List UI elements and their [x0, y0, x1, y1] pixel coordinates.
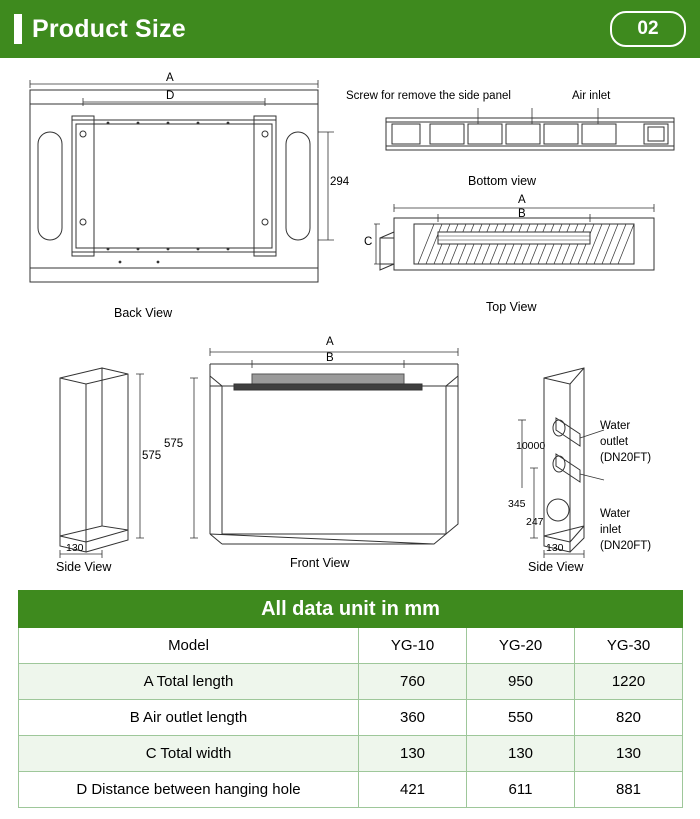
side-view-left-caption: Side View	[56, 560, 112, 574]
cell-b-yg10: 360	[359, 700, 467, 736]
header-yg30: YG-30	[575, 628, 683, 664]
bottom-view-note-air-inlet: Air inlet	[572, 90, 611, 102]
header-yg10: YG-10	[359, 628, 467, 664]
back-view-dim-d: D	[166, 90, 175, 102]
water-outlet-label-line2: outlet	[600, 436, 629, 448]
side-view-right-caption: Side View	[528, 560, 584, 574]
side-view-right-drawing	[508, 358, 652, 574]
cell-a-yg20: 950	[467, 664, 575, 700]
back-view-caption: Back View	[114, 306, 173, 320]
header-left-group	[0, 14, 186, 44]
water-outlet-label-line1: Water	[600, 420, 631, 432]
side-view-left-dim-130: 130	[66, 542, 84, 554]
row-label-d-hanging-hole: D Distance between hanging hole	[19, 772, 359, 808]
table-row	[19, 772, 683, 808]
back-view-dim-294: 294	[330, 176, 350, 188]
cell-d-yg30: 881	[575, 772, 683, 808]
top-view-dim-a: A	[518, 194, 526, 206]
bottom-view-note-screw: Screw for remove the side panel	[346, 90, 511, 102]
top-view-dim-b: B	[518, 208, 526, 220]
water-inlet-label-line2: inlet	[600, 524, 622, 536]
top-view-dim-c: C	[364, 236, 373, 248]
row-label-b-air-outlet-length: B Air outlet length	[19, 700, 359, 736]
row-label-a-total-length: A Total length	[19, 664, 359, 700]
page-title: Product Size	[32, 14, 186, 43]
cell-d-yg10: 421	[359, 772, 467, 808]
front-view-dim-a: A	[326, 336, 334, 348]
table-header-row	[19, 628, 683, 664]
side-view-right-dim-10000: 10000	[516, 440, 546, 452]
top-view-drawing	[364, 194, 674, 314]
back-view-dim-a: A	[166, 72, 174, 84]
page-header	[0, 0, 700, 58]
drawings-area	[0, 58, 700, 586]
cell-a-yg10: 760	[359, 664, 467, 700]
table-row	[19, 736, 683, 772]
water-inlet-label-line1: Water	[600, 508, 631, 520]
table-title: All data unit in mm	[19, 591, 683, 628]
row-label-c-total-width: C Total width	[19, 736, 359, 772]
side-view-right-dim-345: 345	[508, 498, 526, 510]
header-accent-bar	[14, 14, 22, 44]
table-row	[19, 700, 683, 736]
table-row	[19, 664, 683, 700]
side-view-right-dim-247: 247	[526, 516, 544, 528]
front-view-caption: Front View	[290, 556, 350, 570]
cell-c-yg10: 130	[359, 736, 467, 772]
cell-b-yg20: 550	[467, 700, 575, 736]
cell-c-yg30: 130	[575, 736, 683, 772]
spec-table	[18, 590, 683, 808]
cell-d-yg20: 611	[467, 772, 575, 808]
side-view-left-drawing	[44, 358, 174, 574]
header-model: Model	[19, 628, 359, 664]
bottom-view-drawing	[382, 106, 678, 188]
page-number-badge: 02	[610, 11, 686, 47]
front-view-drawing	[160, 336, 490, 570]
cell-c-yg20: 130	[467, 736, 575, 772]
side-view-left-dim-575: 575	[142, 450, 162, 462]
side-view-right-dim-130: 130	[546, 542, 564, 554]
spec-table-wrapper	[18, 590, 682, 808]
water-outlet-label-line3: (DN20FT)	[600, 452, 652, 464]
top-view-caption: Top View	[486, 300, 537, 314]
back-view-drawing	[18, 72, 350, 326]
table-title-row	[19, 591, 683, 628]
front-view-dim-575: 575	[164, 438, 184, 450]
bottom-view-caption: Bottom view	[468, 174, 537, 188]
front-view-dim-b: B	[326, 352, 334, 364]
cell-b-yg30: 820	[575, 700, 683, 736]
cell-a-yg30: 1220	[575, 664, 683, 700]
water-inlet-label-line3: (DN20FT)	[600, 540, 652, 552]
header-yg20: YG-20	[467, 628, 575, 664]
